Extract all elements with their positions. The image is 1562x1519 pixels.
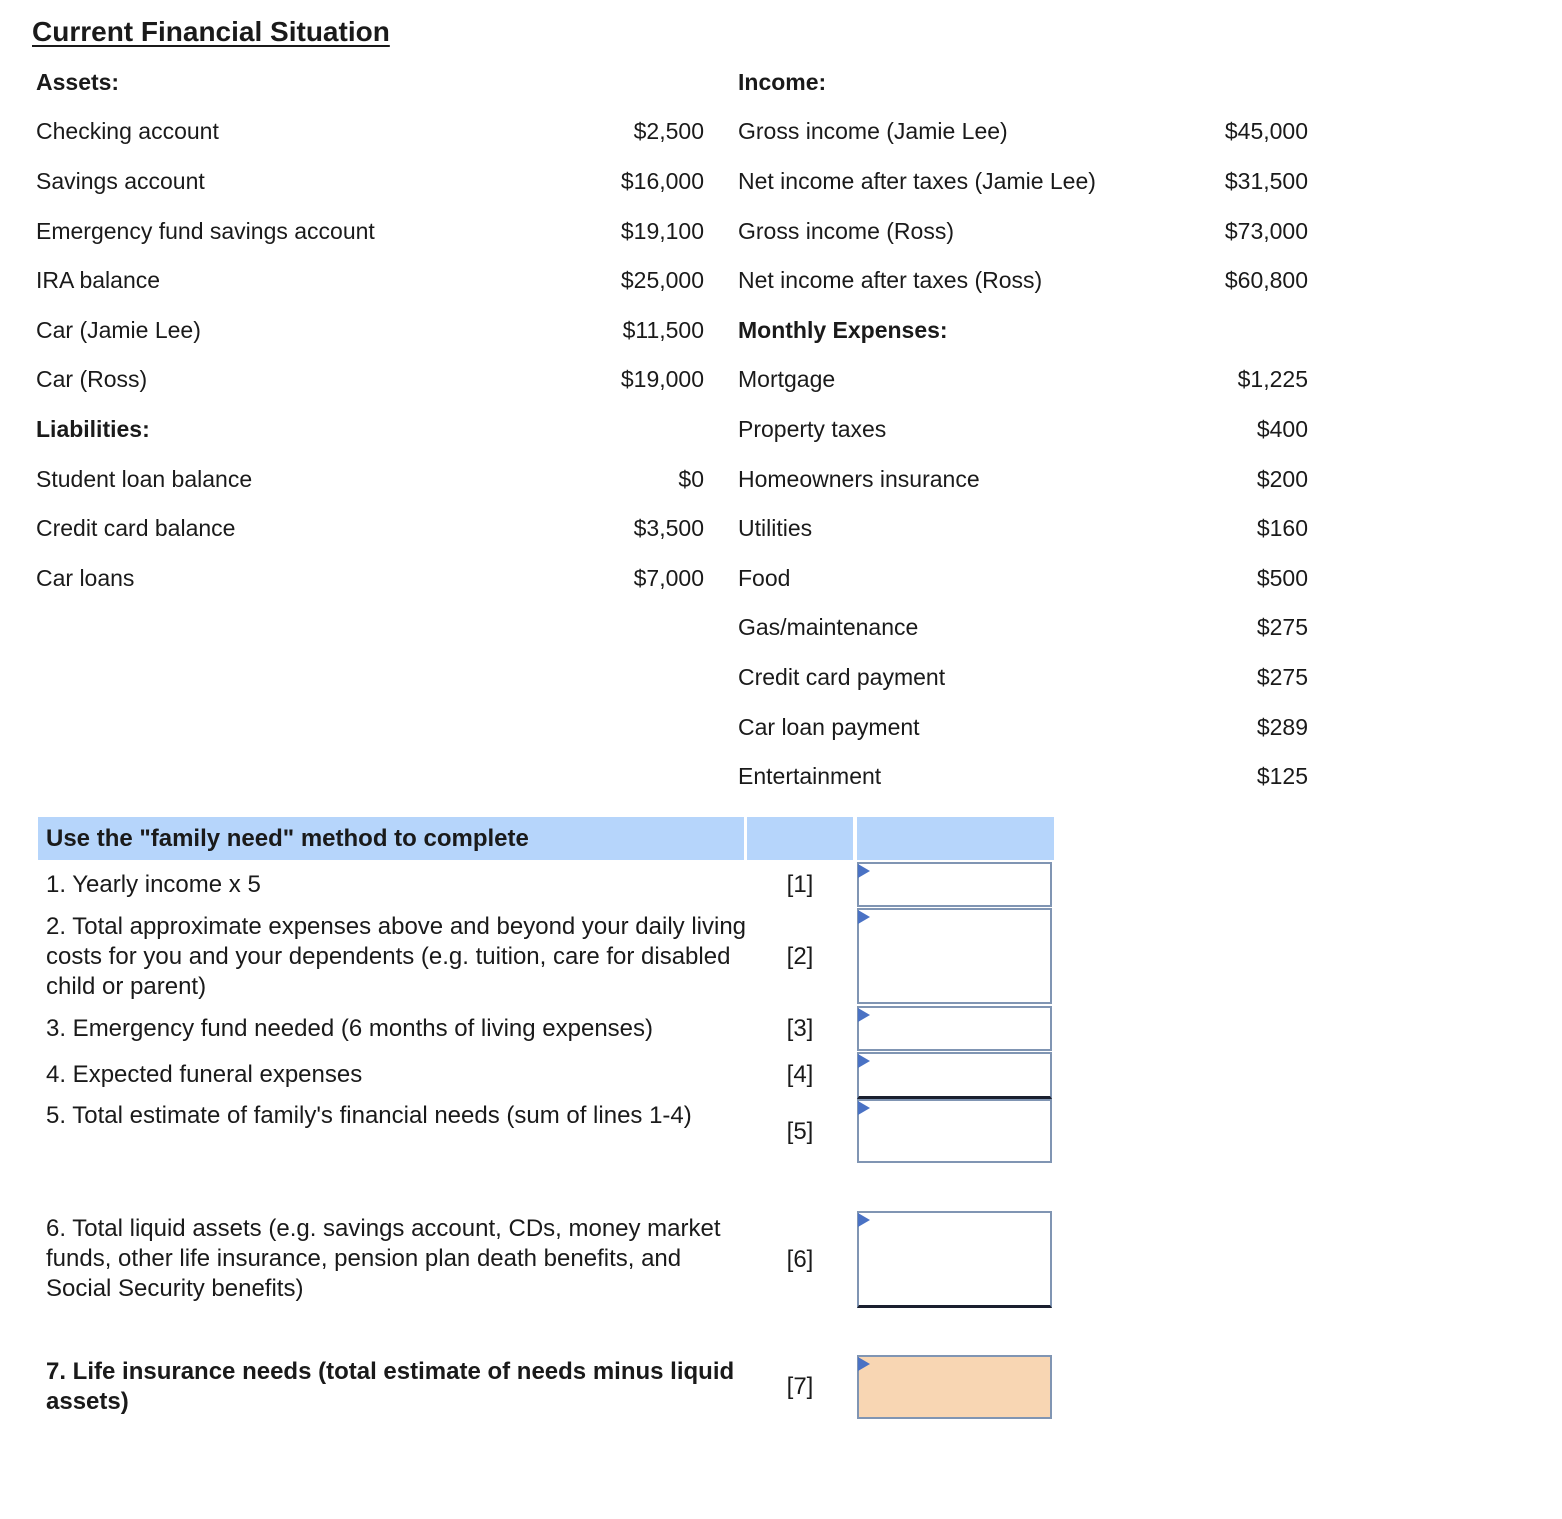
answer-input-2[interactable] — [857, 908, 1052, 1004]
liability-value-student-loan: $0 — [678, 466, 704, 492]
worksheet-row-5-label: 5. Total estimate of family's financial needs (sum of lines 1-4) — [46, 1102, 692, 1129]
expense-value-food: $500 — [1256, 565, 1308, 591]
income-label-net-jamie: Net income after taxes (Jamie Lee) — [738, 168, 1096, 194]
worksheet-row-5-ref: [5] — [786, 1118, 814, 1145]
answer-input-4[interactable] — [857, 1052, 1052, 1099]
answer-input-3[interactable] — [857, 1006, 1052, 1051]
dropdown-marker-icon — [858, 864, 870, 878]
income-value-net-ross: $60,800 — [1224, 267, 1308, 293]
worksheet-row-6-ref: [6] — [786, 1246, 814, 1273]
dropdown-marker-icon — [858, 1008, 870, 1022]
liability-value-credit-card: $3,500 — [633, 515, 704, 541]
income-heading: Income: — [738, 69, 827, 95]
asset-label-car-jamie: Car (Jamie Lee) — [36, 317, 201, 343]
expenses-heading: Monthly Expenses: — [738, 317, 948, 343]
dropdown-marker-icon — [858, 1357, 870, 1371]
dropdown-marker-icon — [858, 1054, 870, 1068]
expense-label-gas: Gas/maintenance — [738, 614, 919, 640]
dropdown-marker-icon — [858, 910, 870, 924]
asset-label-emergency: Emergency fund savings account — [36, 218, 375, 244]
asset-label-checking: Checking account — [36, 118, 219, 144]
dropdown-marker-icon — [858, 1101, 870, 1115]
expense-label-property-taxes: Property taxes — [738, 416, 887, 442]
income-label-net-ross: Net income after taxes (Ross) — [738, 267, 1043, 293]
asset-value-ira: $25,000 — [620, 267, 704, 293]
worksheet-row-3-ref: [3] — [786, 1015, 814, 1042]
liability-label-student-loan: Student loan balance — [36, 466, 253, 492]
worksheet-row-3-label: 3. Emergency fund needed (6 months of living expenses) — [46, 1015, 654, 1042]
expense-value-gas: $275 — [1256, 614, 1308, 640]
expense-label-homeowners-insurance: Homeowners insurance — [738, 466, 980, 492]
worksheet-row-4-ref: [4] — [786, 1061, 814, 1088]
asset-value-checking: $2,500 — [633, 118, 704, 144]
asset-value-savings: $16,000 — [620, 168, 704, 194]
liability-label-car-loans: Car loans — [36, 565, 135, 591]
asset-label-ira: IRA balance — [36, 267, 161, 293]
expense-value-car-loan-payment: $289 — [1256, 714, 1308, 740]
income-value-net-jamie: $31,500 — [1224, 168, 1308, 194]
worksheet-row-6-label: 6. Total liquid assets (e.g. savings account, CDs, money market funds, other life insurance, pension plan death benefits, and Social Security benefits) — [46, 1215, 721, 1302]
expense-value-utilities: $160 — [1256, 515, 1308, 541]
dropdown-marker-icon — [858, 1213, 870, 1227]
expense-label-mortgage: Mortgage — [738, 366, 836, 392]
expense-label-entertainment: Entertainment — [738, 763, 882, 789]
worksheet-row-2-ref: [2] — [786, 943, 814, 970]
answer-input-7[interactable] — [857, 1355, 1052, 1419]
expense-label-credit-card-payment: Credit card payment — [738, 664, 946, 690]
expense-value-mortgage: $1,225 — [1237, 366, 1308, 392]
asset-label-car-ross: Car (Ross) — [36, 366, 148, 392]
income-label-gross-ross: Gross income (Ross) — [738, 218, 954, 244]
page-title: Current Financial Situation — [32, 16, 390, 47]
worksheet-row-7-ref: [7] — [786, 1373, 814, 1400]
worksheet-row-4-label: 4. Expected funeral expenses — [46, 1061, 363, 1088]
assets-heading: Assets: — [36, 69, 120, 95]
income-value-gross-jamie: $45,000 — [1224, 118, 1308, 144]
asset-value-car-ross: $19,000 — [620, 366, 704, 392]
expense-value-homeowners-insurance: $200 — [1256, 466, 1308, 492]
worksheet-row-2-label: 2. Total approximate expenses above and beyond your daily living costs for you and your dependents (e.g. tuition, care for disabled child or parent) — [46, 913, 747, 1000]
expense-label-car-loan-payment: Car loan payment — [738, 714, 920, 740]
worksheet-row-1-label: 1. Yearly income x 5 — [46, 871, 261, 898]
asset-value-emergency: $19,100 — [620, 218, 704, 244]
asset-value-car-jamie: $11,500 — [622, 317, 704, 343]
expense-label-food: Food — [738, 565, 791, 591]
expense-value-property-taxes: $400 — [1256, 416, 1308, 442]
worksheet-row-7-label: 7. Life insurance needs (total estimate of needs minus liquid assets) — [46, 1358, 735, 1415]
answer-input-5[interactable] — [857, 1099, 1052, 1163]
expense-value-credit-card-payment: $275 — [1256, 664, 1308, 690]
worksheet-header-cell-ref — [747, 817, 853, 860]
worksheet-row-1-ref: [1] — [786, 871, 814, 898]
answer-input-6[interactable] — [857, 1211, 1052, 1308]
expense-label-utilities: Utilities — [738, 515, 813, 541]
liability-label-credit-card: Credit card balance — [36, 515, 236, 541]
answer-input-1[interactable] — [857, 862, 1052, 907]
expense-value-entertainment: $125 — [1256, 763, 1308, 789]
income-label-gross-jamie: Gross income (Jamie Lee) — [738, 118, 1008, 144]
liability-value-car-loans: $7,000 — [633, 565, 704, 591]
income-value-gross-ross: $73,000 — [1224, 218, 1308, 244]
asset-label-savings: Savings account — [36, 168, 205, 194]
worksheet-heading: Use the "family need" method to complete — [46, 825, 529, 852]
worksheet-header-cell-answer — [857, 817, 1054, 860]
liabilities-heading: Liabilities: — [36, 416, 150, 442]
